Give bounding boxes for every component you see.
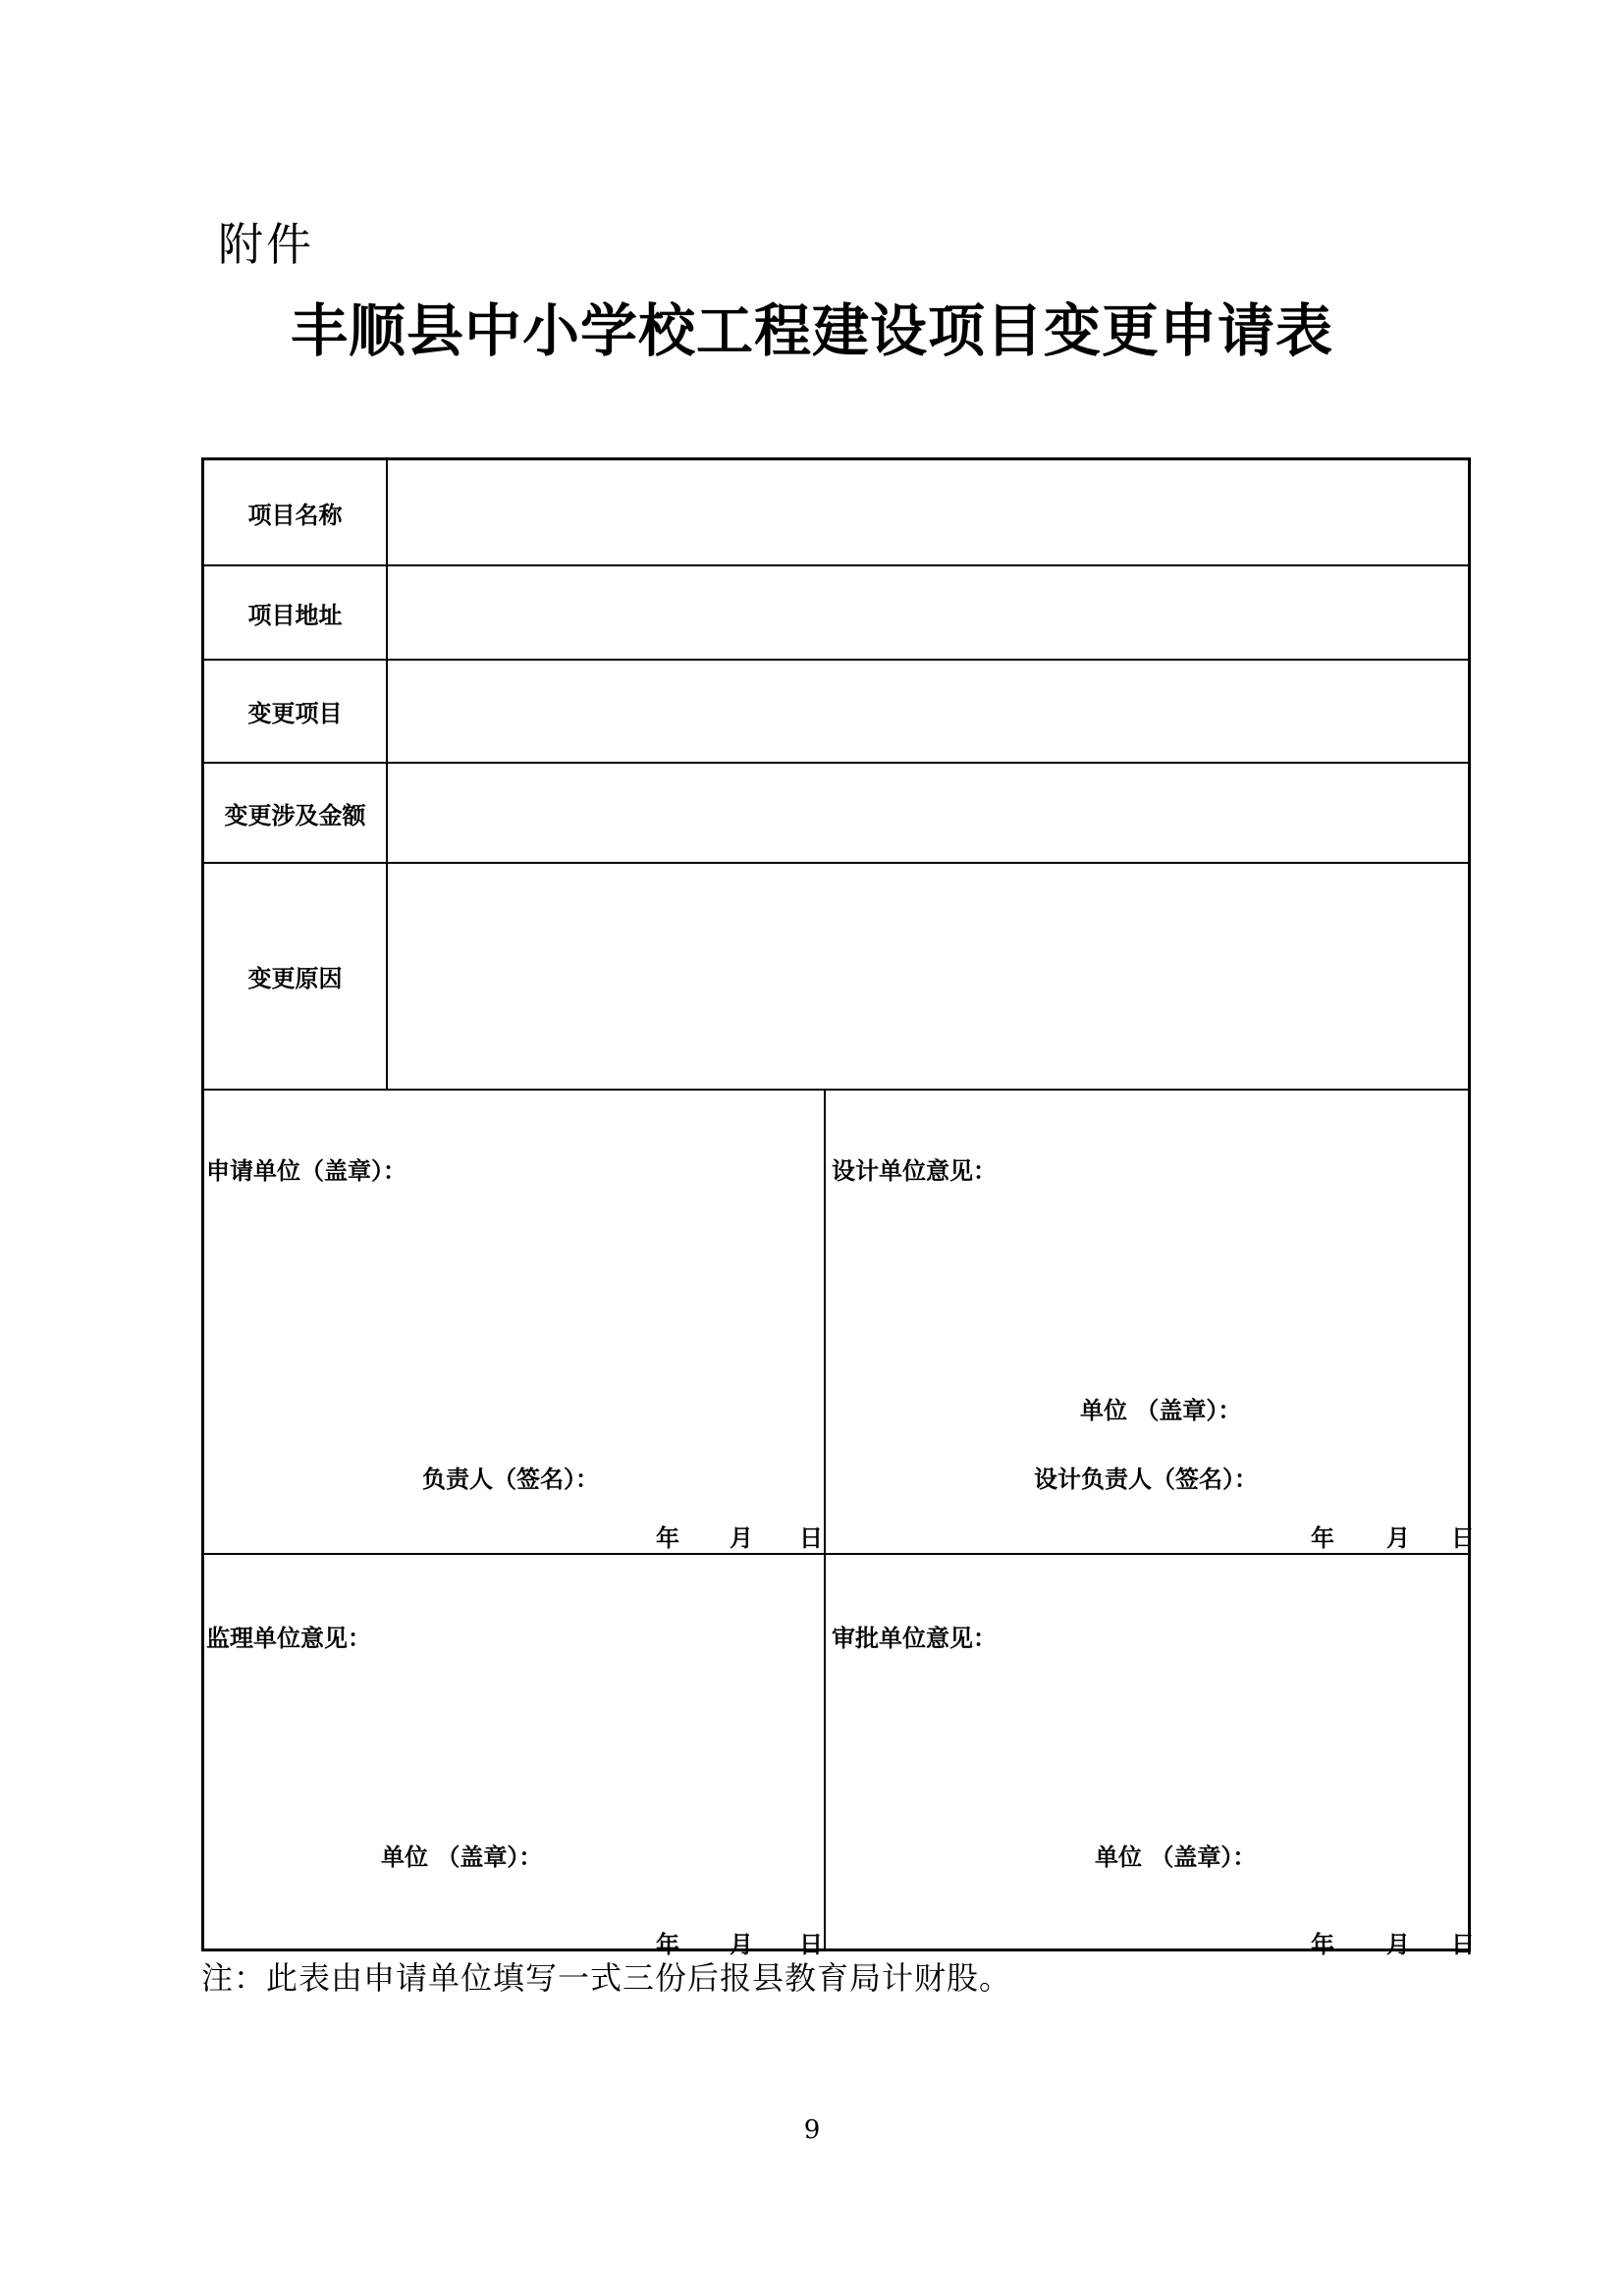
label-change-amount: 变更涉及金额	[224, 801, 366, 829]
design-heading: 设计单位意见：	[832, 1157, 997, 1185]
project-name-field[interactable]	[388, 460, 1468, 564]
approval-date-month: 月	[1386, 1931, 1410, 1958]
design-signer-label: 设计负责人（签名）：	[1034, 1466, 1258, 1493]
design-date-month: 月	[1386, 1524, 1410, 1552]
opinion-column-divider	[824, 1089, 826, 1949]
approval-date-year: 年	[1311, 1931, 1334, 1958]
applicant-date-month: 月	[730, 1524, 753, 1552]
attachment-label: 附件	[218, 218, 314, 271]
row-divider	[204, 1553, 1468, 1555]
project-address-field[interactable]	[388, 566, 1468, 659]
supervision-heading: 监理单位意见：	[206, 1625, 371, 1652]
approval-heading: 审批单位意见：	[832, 1625, 997, 1652]
design-date-day: 日	[1451, 1524, 1475, 1552]
design-seal-label: 单位 （盖章）：	[1080, 1397, 1242, 1424]
form-title: 丰顺县中小学校工程建设项目变更申请表	[290, 297, 1333, 364]
form-note: 注：此表由申请单位填写一式三份后报县教育局计财股。	[201, 1959, 1012, 1997]
label-project-name: 项目名称	[247, 501, 343, 529]
applicant-signer-label: 负责人（签名）：	[422, 1466, 599, 1493]
approval-seal-label: 单位 （盖章）：	[1095, 1843, 1257, 1871]
change-request-form	[201, 457, 1475, 1958]
label-change-reason: 变更原因	[247, 965, 343, 992]
row-divider	[204, 1089, 1468, 1091]
design-date-year: 年	[1311, 1524, 1334, 1552]
approval-date-day: 日	[1451, 1931, 1475, 1958]
label-change-item: 变更项目	[247, 700, 343, 727]
supervision-date-year: 年	[656, 1931, 679, 1958]
supervision-date-month: 月	[730, 1931, 753, 1958]
applicant-heading: 申请单位（盖章）：	[206, 1157, 406, 1185]
applicant-date-year: 年	[656, 1524, 679, 1552]
label-project-address: 项目地址	[247, 601, 343, 629]
page-number: 9	[803, 2115, 821, 2145]
change-reason-field[interactable]	[388, 864, 1468, 1089]
applicant-date-day: 日	[799, 1524, 823, 1552]
change-amount-field[interactable]	[388, 764, 1468, 862]
supervision-date-day: 日	[799, 1931, 823, 1958]
supervision-seal-label: 单位 （盖章）：	[381, 1843, 543, 1871]
change-item-field[interactable]	[388, 661, 1468, 762]
